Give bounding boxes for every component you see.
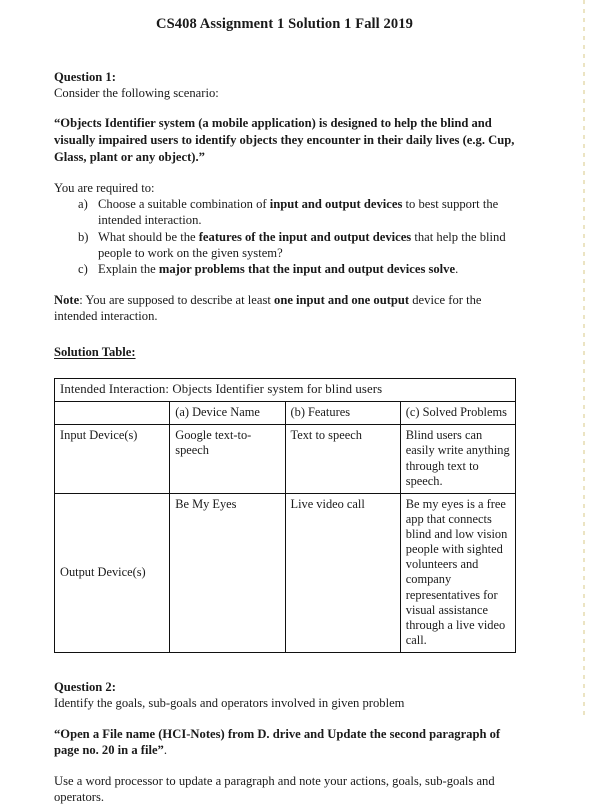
cell-features: Live video call [285, 493, 400, 652]
spacer [54, 278, 515, 292]
list-item-text-bold: input and output devices [269, 197, 403, 212]
question-1-required-lead: You are required to: [54, 180, 155, 195]
list-item-text-after: . [455, 262, 459, 277]
spacer [54, 325, 515, 343]
question-2-task-quote [54, 726, 515, 759]
note-text-before: : You are supposed to describe at least [79, 292, 275, 307]
spacer [54, 759, 515, 773]
question-1-intro: Consider the following scenario: [54, 86, 219, 101]
document-content [54, 0, 515, 806]
spacer [54, 712, 515, 726]
note-text-bold: one input and one output [274, 292, 410, 307]
note-text-after: device for the intended interaction. [54, 292, 482, 324]
page-title: CS408 Assignment 1 Solution 1 Fall 2019 [156, 16, 413, 32]
cell-solved-problems: Be my eyes is a free app that connects blind and low vision people with sighted volunteers and company representatives for visual assistance through a live video call. [400, 493, 515, 652]
list-item-text-before: Explain the [98, 262, 159, 277]
table-header-row [55, 402, 516, 425]
task-quote-text: “Open a File name (HCI-Notes) from D. drive and Update the second paragraph of page no. 20 in a file” [54, 726, 501, 758]
list-item-text-before: Choose a suitable combination of [98, 197, 270, 212]
list-item-text-bold: features of the input and output devices [198, 229, 412, 244]
cell-solved-problems: Blind users can easily write anything through text to speech. [400, 425, 515, 494]
list-item-text-after: to best support the intended interaction. [98, 197, 499, 228]
cell-device-name: Google text-to-speech [170, 425, 285, 494]
column-header-solved-problems: (c) Solved Problems [400, 402, 515, 425]
list-item [54, 229, 515, 262]
table-row [55, 425, 516, 494]
table-row [55, 493, 516, 652]
solution-table [54, 378, 516, 653]
solution-table-heading-wrap [54, 343, 515, 361]
question-2-intro: Identify the goals, sub-goals and operators involved in given problem [54, 696, 405, 711]
spacer [54, 653, 515, 679]
question-2-closing: Use a word processor to update a paragraph and note your actions, goals, sub-goals and operators. [54, 773, 495, 805]
list-item-marker: b) [78, 229, 89, 244]
solution-table-title: Intended Interaction: Objects Identifier system for blind users [55, 378, 516, 402]
list-item-text-after: that help the blind people to work on the given system? [98, 229, 506, 261]
list-item-marker: c) [78, 262, 88, 277]
row-label-input-devices: Input Device(s) [55, 425, 170, 494]
question-2-heading: Question 2: [54, 680, 116, 695]
spacer [54, 361, 515, 378]
list-item-text-bold: major problems that the input and output devices solve [158, 262, 456, 277]
list-item-text-before: What should be the [98, 229, 199, 244]
page-margin-artifact [583, 0, 585, 715]
question-1-note [54, 292, 515, 325]
cell-device-name: Be My Eyes [170, 493, 285, 652]
question-1-heading: Question 1: [54, 70, 116, 84]
column-header-blank [55, 402, 170, 425]
list-item [54, 196, 515, 229]
table-row [55, 378, 516, 402]
note-label: Note [54, 292, 80, 307]
list-item [54, 261, 515, 277]
spacer [54, 101, 515, 115]
task-quote-period: . [163, 743, 168, 758]
cell-features: Text to speech [285, 425, 400, 494]
spacer [54, 166, 515, 180]
solution-table-heading: Solution Table: [54, 344, 136, 359]
column-header-device-name: (a) Device Name [170, 402, 285, 425]
spacer [54, 33, 515, 69]
list-item-marker: a) [78, 197, 88, 212]
row-label-output-devices: Output Device(s) [55, 493, 170, 652]
column-header-features: (b) Features [285, 402, 400, 425]
question-1-parts-list [54, 196, 515, 278]
question-1-scenario-quote: “Objects Identifier system (a mobile application) is designed to help the blind and visually impaired users to identify objects they encounter in their daily lives (e.g. Cup, Glass, plant or any object).” [54, 116, 515, 164]
